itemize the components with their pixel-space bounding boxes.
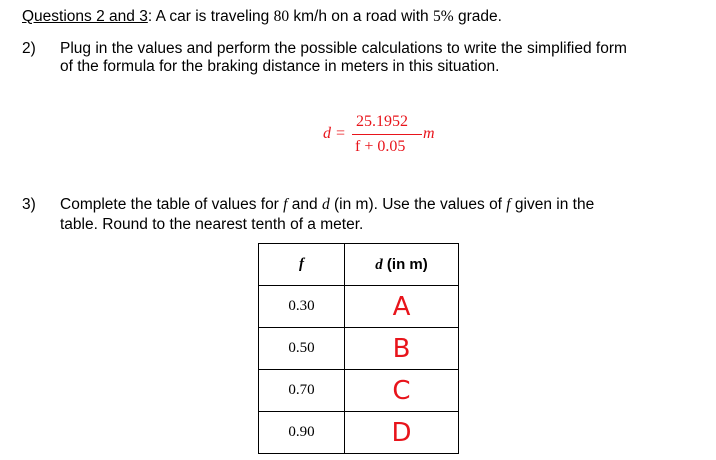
table-row [259,412,459,454]
header-d: d [375,256,383,273]
q2-line2: of the formula for the braking distance in meters in this situation. [60,58,500,75]
values-table [258,243,459,454]
d-cell: D [391,417,412,448]
table-header-row [259,244,459,286]
grade-value: 5% [432,8,454,25]
question-3: 3) Complete the table of values for f and d (in m). Use the values of f given in the [22,196,595,213]
question-2 [22,39,627,58]
fraction-bar [352,134,422,135]
table-row [259,328,459,370]
d-cell: B [392,333,411,364]
f-cell: 0.90 [259,412,345,454]
f-cell: 0.50 [259,328,345,370]
q3-number: 3) [22,196,36,213]
q2-line1: Plug in the values and perform the possible calculations to write the simplified form [60,40,627,57]
formula-numerator: 25.1952 [356,113,408,130]
d-cell: A [392,291,411,322]
q2-number: 2) [22,40,36,57]
header-f: f [299,256,304,272]
questions-label: Questions 2 and 3 [22,8,148,25]
intro-line: Questions 2 and 3: A car is traveling 80 km/h on a road with 5% grade. [22,8,502,25]
f-cell: 0.30 [259,286,345,328]
d-cell: C [392,375,411,406]
speed-value: 80 [273,8,290,25]
f-cell: 0.70 [259,370,345,412]
formula-lhs: d = [323,125,346,142]
q3-line2: table. Round to the nearest tenth of a meter. [60,216,364,233]
header-d-unit: (in m) [382,255,428,273]
table-row [259,286,459,328]
formula-unit: m [423,125,435,142]
formula-denominator: f + 0.05 [355,138,406,155]
table-row [259,370,459,412]
